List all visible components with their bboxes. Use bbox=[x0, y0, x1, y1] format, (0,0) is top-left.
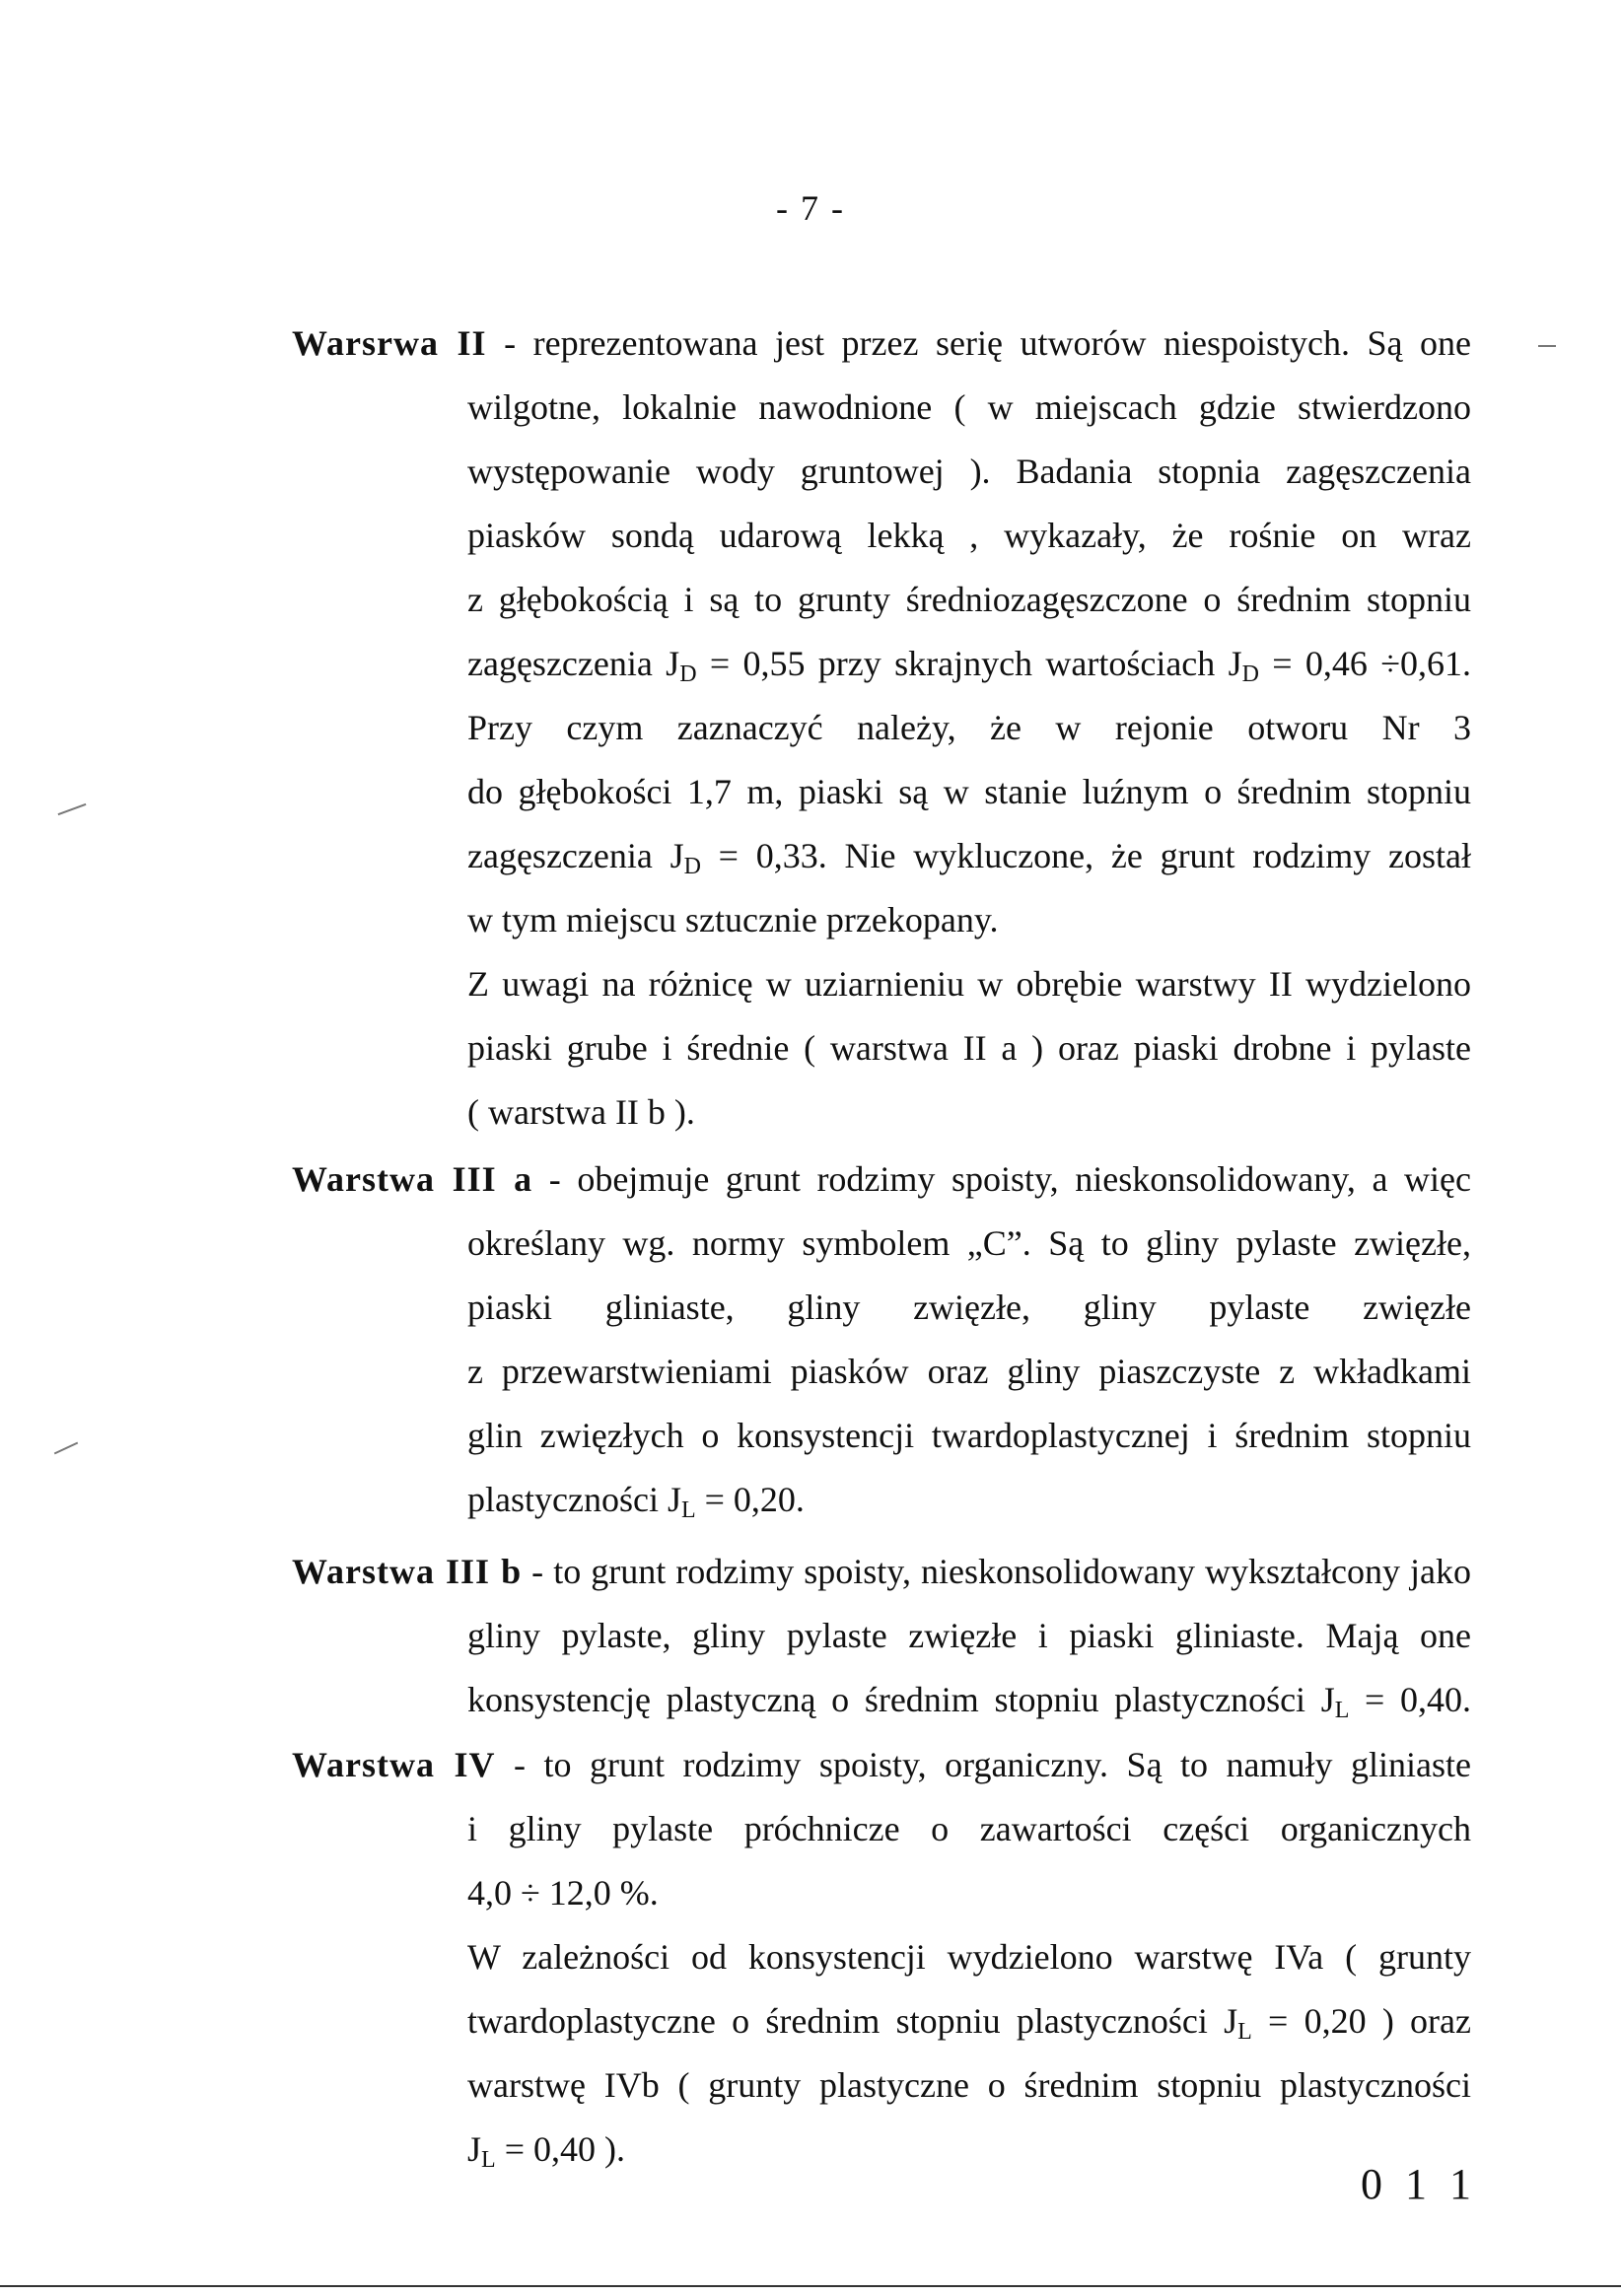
page-stamp: 0 1 1 bbox=[1361, 2160, 1477, 2208]
section-line: konsystencję plastyczną o średnim stopniu plastyczności $J_L = 0,40$. bbox=[467, 1680, 1471, 1723]
section-label: Warstwa III b bbox=[292, 1552, 523, 1591]
section-line: Warstwa IV - to grunt rodzimy spoisty, organiczny. Są to namuły gliniaste bbox=[292, 1745, 1471, 1784]
scan-speck bbox=[1538, 345, 1556, 347]
page-bottom-rule bbox=[0, 2285, 1621, 2287]
section-label: Warstwa III a bbox=[292, 1159, 533, 1199]
section-line: z głębokością i są to grunty średniozagęszczone o średnim stopniu bbox=[467, 580, 1471, 619]
section-label: Warstwa IV bbox=[292, 1745, 496, 1784]
section-label: Warsrwa II bbox=[292, 323, 487, 363]
section-line: zagęszczenia $J_D = 0,55$ przy skrajnych wartościach $J_D = 0,46 \div 0,61$. bbox=[467, 644, 1471, 687]
section-line: Warstwa III b - to grunt rodzimy spoisty, nieskonsolidowany wykształcony jako bbox=[292, 1552, 1471, 1591]
section-line: 4,0 ÷ 12,0 %. bbox=[467, 1873, 659, 1913]
section-line: warstwę IVb ( grunty plastyczne o średnim stopniu plastyczności bbox=[467, 2065, 1471, 2105]
section-line: określany wg. normy symbolem „C”. Są to gliny pylaste zwięzłe, bbox=[467, 1223, 1471, 1263]
page-number: - 7 - bbox=[776, 188, 845, 228]
section-line: piaski gliniaste, gliny zwięzłe, gliny pylaste zwięzłe bbox=[467, 1287, 1471, 1327]
section-line: wilgotne, lokalnie nawodnione ( w miejscach gdzie stwierdzono bbox=[467, 387, 1471, 427]
section-line: do głębokości 1,7 m, piaski są w stanie luźnym o średnim stopniu bbox=[467, 772, 1471, 811]
section-line: z przewarstwieniami piasków oraz gliny piaszczyste z wkładkami bbox=[467, 1352, 1471, 1391]
section-line: Z uwagi na różnicę w uziarnieniu w obrębie warstwy II wydzielono bbox=[467, 964, 1471, 1004]
section-line: występowanie wody gruntowej ). Badania stopnia zagęszczenia bbox=[467, 452, 1471, 491]
scan-speck bbox=[58, 803, 87, 815]
section-line: Warsrwa II - reprezentowana jest przez serię utworów niespoistych. Są one bbox=[292, 323, 1472, 363]
section-line: $J_L = 0,40$ ). bbox=[467, 2129, 625, 2173]
section-line: i gliny pylaste próchnicze o zawartości części organicznych bbox=[467, 1809, 1471, 1848]
section-line: gliny pylaste, gliny pylaste zwięzłe i piaski gliniaste. Mają one bbox=[467, 1616, 1471, 1655]
section-line: Warstwa III a - obejmuje grunt rodzimy spoisty, nieskonsolidowany, a więc bbox=[292, 1159, 1471, 1199]
section-line: w tym miejscu sztucznie przekopany. bbox=[467, 900, 999, 939]
section-line: Przy czym zaznaczyć należy, że w rejonie otworu Nr 3 bbox=[467, 708, 1471, 747]
section-line: piasków sondą udarową lekką , wykazały, że rośnie on wraz bbox=[467, 516, 1471, 555]
section-line: W zależności od konsystencji wydzielono warstwę IVa ( grunty bbox=[467, 1937, 1471, 1977]
section-line: glin zwięzłych o konsystencji twardoplastycznej i średnim stopniu bbox=[467, 1416, 1471, 1455]
section-line: plastyczności $J_L = 0,20$. bbox=[467, 1480, 805, 1523]
section-line: ( warstwa II b ). bbox=[467, 1092, 695, 1132]
scan-speck bbox=[54, 1442, 78, 1455]
section-line: twardoplastyczne o średnim stopniu plastyczności $J_L = 0,20$ ) oraz bbox=[467, 2001, 1471, 2045]
section-line: zagęszczenia $J_D = 0,33$. Nie wykluczone, że grunt rodzimy został bbox=[467, 836, 1471, 879]
section-line: piaski grube i średnie ( warstwa II a ) oraz piaski drobne i pylaste bbox=[467, 1028, 1471, 1068]
